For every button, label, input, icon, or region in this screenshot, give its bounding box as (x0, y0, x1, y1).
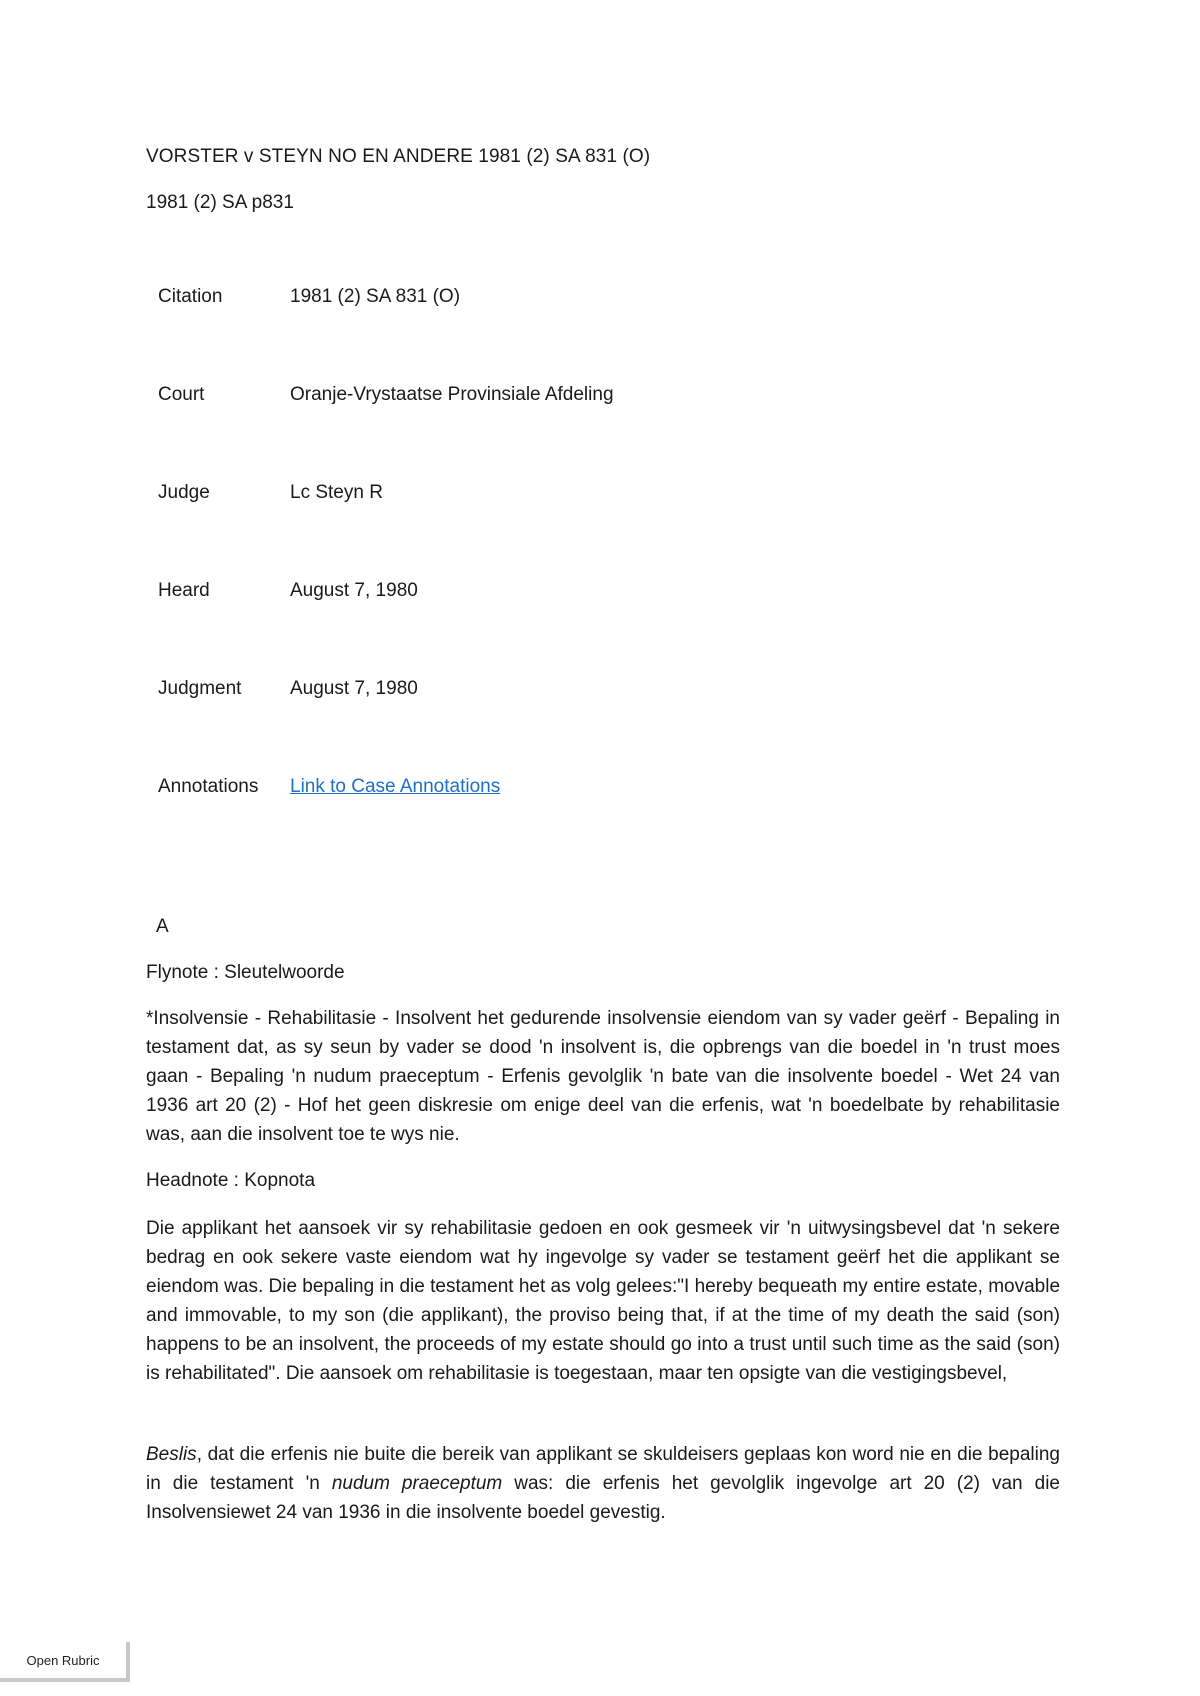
held-text-part1: , dat die erfenis nie buite die bereik van applikant se skuldeisers geplaas kon word nie en die bepaling in die testament 'n (146, 1444, 1060, 1494)
flynote-heading: Flynote : Sleutelwoorde (146, 962, 345, 983)
annotations-label: Annotations (158, 776, 259, 797)
court-label: Court (158, 384, 205, 405)
citation-label: Citation (158, 286, 223, 307)
open-rubric-tag: Open Rubric (0, 1642, 130, 1682)
judge-label: Judge (158, 482, 210, 503)
case-annotations-link[interactable]: Link to Case Annotations (290, 776, 501, 797)
judge-value: Lc Steyn R (290, 482, 383, 503)
flynote-paragraph: *Insolvensie - Rehabilitasie - Insolvent het gedurende insolvensie eiendom van sy vader geërf - Bepaling in testament dat, as sy seun by vader se dood 'n insolvent is, die opbrengs van die boedel in 'n trust moes gaan - Bepaling 'n nudum praeceptum - Erfenis gevolglik 'n bate van die insolvente boedel - Wet 24 van 1936 art 20 (2) - Hof het geen diskresie om enige deel van die erfenis, wat 'n boedelbate by rehabilitasie was, aan die insolvent toe te wys nie. (146, 1008, 1060, 1145)
case-title: VORSTER v STEYN NO EN ANDERE 1981 (2) SA 831 (O) (146, 146, 651, 167)
report-reference: 1981 (2) SA p831 (146, 192, 294, 213)
heard-label: Heard (158, 580, 210, 601)
beslis-term: Beslis (146, 1444, 197, 1465)
judgment-label: Judgment (158, 678, 242, 699)
annotations-value (290, 776, 500, 798)
held-text-part2: was: die erfenis het gevolglik ingevolge art 20 (2) van die Insolvensiewet 24 van 1936 in die insolvente boedel gevestig. (146, 1473, 1060, 1523)
judgment-value: August 7, 1980 (290, 678, 418, 699)
headnote-heading: Headnote : Kopnota (146, 1170, 316, 1191)
citation-value: 1981 (2) SA 831 (O) (290, 286, 461, 307)
court-value: Oranje-Vrystaatse Provinsiale Afdeling (290, 384, 614, 405)
section-marker: A (156, 916, 169, 937)
heard-value: August 7, 1980 (290, 580, 418, 601)
held-paragraph (146, 1440, 1060, 1527)
headnote-paragraph: Die applikant het aansoek vir sy rehabilitasie gedoen en ook gesmeek vir 'n uitwysingsbevel dat 'n sekere bedrag en ook sekere vaste eiendom wat hy ingevolge sy vader se testament geërf het die applikant se eiendom was. Die bepaling in die testament het as volg gelees:"I hereby bequeath my entire estate, movable and immovable, to my son (die applikant), the proviso being that, if at the time of my death the said (son) happens to be an insolvent, the proceeds of my estate should go into a trust until such time as the said (son) is rehabilitated". Die aansoek om rehabilitasie is toegestaan, maar ten opsigte van die vestigingsbevel, (146, 1218, 1061, 1384)
nudum-praeceptum-term: nudum praeceptum (331, 1473, 503, 1494)
